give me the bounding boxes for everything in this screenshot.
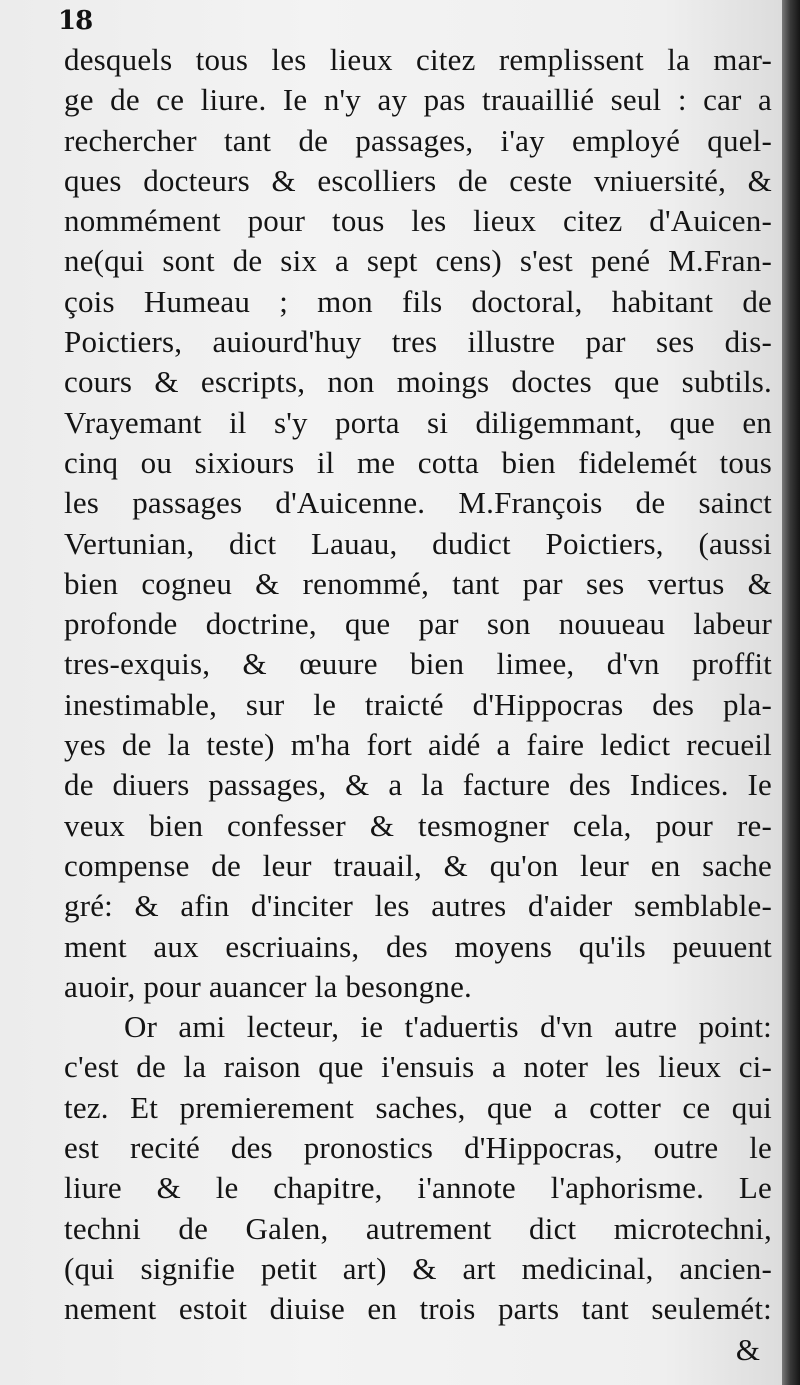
text-line: nement estoit diuise en trois parts tant seulemét: [64, 1291, 772, 1327]
text-line: cinq ou sixiours il me cotta bien fidelemét tous [64, 444, 772, 480]
text-line: c'est de la raison que i'ensuis a noter les lieux ci- [64, 1049, 772, 1085]
text-line: techni de Galen, autrement dict microtechni, [64, 1210, 772, 1246]
text-line: ques docteurs & escolliers de ceste vniuersité, & [64, 162, 772, 198]
text-line: ne(qui sont de six a sept cens) s'est pené M.Fran- [64, 243, 772, 279]
text-line: Vrayemant il s'y porta si diligemmant, que en [64, 404, 772, 440]
text-line: ge de ce liure. Ie n'y ay pas trauaillié seul : car a [64, 82, 772, 118]
text-line: ment aux escriuains, des moyens qu'ils peuuent [64, 928, 772, 964]
text-line: desquels tous les lieux citez remplissent la mar- [64, 42, 772, 77]
text-line: compense de leur trauail, & qu'on leur en sache [64, 847, 772, 883]
text-line: rechercher tant de passages, i'ay employé quel- [64, 122, 772, 158]
text-line: de diuers passages, & a la facture des Indices. Ie [64, 767, 772, 803]
text-line: tres-exquis, & œuure bien limee, d'vn proffit [64, 646, 772, 682]
text-line: liure & le chapitre, i'annote l'aphorisme. Le [64, 1170, 772, 1206]
text-line: tez. Et premierement saches, que a cotter ce qui [64, 1089, 772, 1125]
page-number: 18 [58, 6, 93, 36]
text-line: nommément pour tous les lieux citez d'Auicen- [64, 203, 772, 239]
text-line: les passages d'Auicenne. M.François de sainct [64, 485, 772, 521]
paragraph-start-line: Or ami lecteur, ie t'aduertis d'vn autre point: [124, 1009, 772, 1045]
text-line: gré: & afin d'inciter les autres d'aider semblable- [64, 888, 772, 924]
text-line: çois Humeau ; mon fils doctoral, habitant de [64, 283, 772, 319]
text-line: veux bien confesser & tesmogner cela, pour re- [64, 807, 772, 843]
text-line: cours & escripts, non moings doctes que subtils. [64, 364, 772, 400]
text-line: yes de la teste) m'ha fort aidé a faire ledict recueil [64, 727, 772, 763]
text-line: inestimable, sur le traicté d'Hippocras des pla- [64, 686, 772, 722]
book-gutter [782, 0, 800, 1385]
body-text [64, 40, 772, 1330]
catchword: & [735, 1332, 760, 1367]
text-line: (qui signifie petit art) & art medicinal, ancien- [64, 1250, 772, 1286]
text-line: bien cogneu & renommé, tant par ses vertus & [64, 565, 772, 601]
text-line: est recité des pronostics d'Hippocras, outre le [64, 1130, 772, 1166]
text-line: profonde doctrine, que par son nouueau labeur [64, 606, 772, 642]
text-line: Poictiers, auiourd'huy tres illustre par ses dis- [64, 324, 772, 360]
text-line: auoir, pour auancer la besongne. [64, 968, 472, 1004]
text-line: Vertunian, dict Lauau, dudict Poictiers, (aussi [64, 525, 772, 561]
